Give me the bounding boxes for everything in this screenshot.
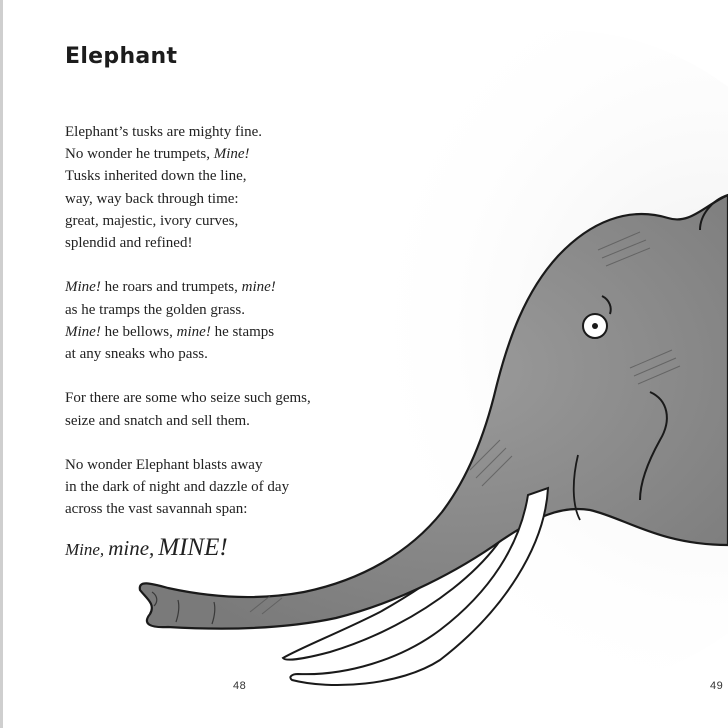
poem-title: Elephant <box>65 44 178 69</box>
poem-text: No wonder Elephant blasts away <box>65 457 263 473</box>
poem-line <box>65 299 365 321</box>
finale-word-2: mine, <box>108 536 155 560</box>
poem-line <box>65 188 365 210</box>
poem-text: Elephant’s tusks are mighty fine. <box>65 124 263 140</box>
poem-text: great, majestic, ivory curves, <box>65 212 239 229</box>
poem-stanza <box>65 121 365 254</box>
poem-text: at any sneaks who pass. <box>65 346 208 363</box>
finale-word-3: MINE! <box>158 534 228 561</box>
poem-line <box>65 476 365 498</box>
poem-stanza <box>65 387 365 431</box>
poem-line <box>65 387 365 409</box>
poem-line <box>65 343 365 365</box>
poem-finale <box>65 534 228 562</box>
poem-emphasis: mine! <box>176 323 211 340</box>
poem-text: he bellows, <box>100 323 177 340</box>
poem-text: way, way back through time: <box>65 190 239 207</box>
poem-emphasis: Mine! <box>213 146 250 163</box>
poem-stanza <box>65 454 365 521</box>
poem-line <box>65 321 365 343</box>
page-number-left: 48 <box>233 680 247 692</box>
poem-text: splendid and refined! <box>65 235 193 252</box>
poem-text: For there are some who seize such gems, <box>65 390 311 407</box>
poem-text: seize and snatch and sell them. <box>65 412 250 429</box>
poem-emphasis: Mine! <box>65 279 101 296</box>
poem-body <box>65 121 365 543</box>
poem-line <box>65 276 365 298</box>
poem-emphasis: Mine! <box>65 323 101 340</box>
poem-line <box>65 232 365 254</box>
finale-word-1: Mine, <box>65 540 105 559</box>
poem-text: he roars and trumpets, <box>100 279 242 296</box>
poem-line <box>65 121 365 143</box>
poem-line <box>65 410 365 432</box>
poem-line <box>65 454 365 476</box>
poem-line <box>65 210 365 232</box>
poem-line <box>65 143 365 165</box>
page-number-right: 49 <box>710 680 724 692</box>
poem-stanza <box>65 276 365 365</box>
poem-text: across the vast savannah span: <box>65 501 248 518</box>
poem-text: he stamps <box>210 323 275 340</box>
poem-text: No wonder he trumpets, <box>65 146 214 163</box>
poem-text: Tusks inherited down the line, <box>65 168 247 185</box>
poem-emphasis: mine! <box>241 279 276 296</box>
poem-text: in the dark of night and dazzle of day <box>65 479 290 496</box>
poem-line <box>65 165 365 187</box>
poem-line <box>65 498 365 520</box>
poem-text: as he tramps the golden grass. <box>65 301 245 318</box>
